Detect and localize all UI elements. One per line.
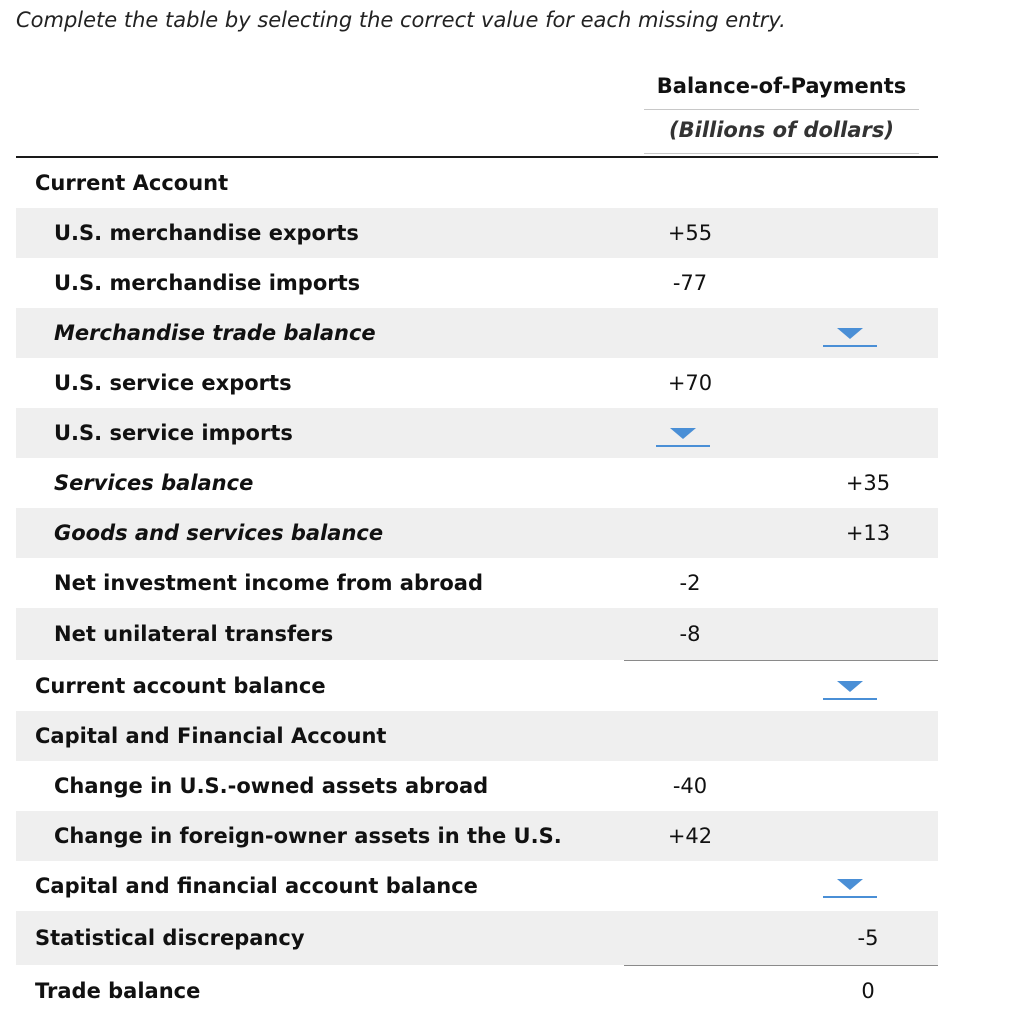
row-label: Goods and services balance [54,521,384,545]
row-label: Capital and Financial Account [35,724,387,748]
column-subtitle-divider [644,153,919,154]
table-row-statistical-discrepancy [16,911,938,965]
table-row-merchandise-trade-balance [16,308,938,358]
table-row-foreign-owner-assets [16,811,938,861]
column-subtitle: (Billions of dollars) [669,118,894,142]
table-row-services-balance [16,458,938,508]
table-row-merchandise-exports [16,208,938,258]
row-label: Services balance [54,471,254,495]
instruction-text: Complete the table by selecting the correct value for each missing entry. [16,8,786,32]
table-row-capital-financial-balance [16,861,938,911]
row-label: Net unilateral transfers [54,622,334,646]
table-row-merchandise-imports [16,258,938,308]
table-row-goods-services-balance [16,508,938,558]
caret-down-icon [837,879,863,890]
merchandise-trade-balance-dropdown[interactable] [823,325,877,347]
table-row-service-exports [16,358,938,408]
section-row-current-account [16,158,938,208]
table-row-trade-balance [16,966,938,1016]
value-cell: +35 [845,471,891,495]
current-account-balance-dropdown[interactable] [823,678,877,700]
caret-down-icon [837,681,863,692]
row-label: U.S. service exports [54,371,292,395]
column-title: Balance-of-Payments [656,74,907,98]
value-cell: -40 [672,774,708,798]
row-label: Merchandise trade balance [54,321,376,345]
row-label: Net investment income from abroad [54,571,483,595]
column-title-divider [644,109,919,110]
value-cell: +55 [667,221,713,245]
value-cell: +42 [667,824,713,848]
row-label: U.S. merchandise imports [54,271,361,295]
value-cell: 0 [861,979,875,1003]
table-row-service-imports [16,408,938,458]
value-cell: +13 [845,521,891,545]
table-row-net-investment-income [16,558,938,608]
value-cell: -5 [857,926,879,950]
value-cell: -77 [672,271,708,295]
section-row-capital-financial-account [16,711,938,761]
value-cell: +70 [667,371,713,395]
row-label: Change in foreign-owner assets in the U.S. [54,824,562,848]
table-row-us-owned-assets-abroad [16,761,938,811]
caret-down-icon [837,328,863,339]
capital-financial-balance-dropdown[interactable] [823,876,877,898]
row-label: Current account balance [35,674,326,698]
value-cell: -2 [679,571,701,595]
table-row-net-unilateral-transfers [16,608,938,660]
table-row-current-account-balance [16,661,938,711]
row-label: Statistical discrepancy [35,926,305,950]
row-label: U.S. service imports [54,421,293,445]
service-imports-dropdown[interactable] [656,425,710,447]
row-label: Capital and financial account balance [35,874,478,898]
value-cell: -8 [679,622,701,646]
caret-down-icon [670,428,696,439]
row-label: Change in U.S.-owned assets abroad [54,774,489,798]
row-label: Trade balance [35,979,201,1003]
row-label: U.S. merchandise exports [54,221,359,245]
row-label: Current Account [35,171,229,195]
